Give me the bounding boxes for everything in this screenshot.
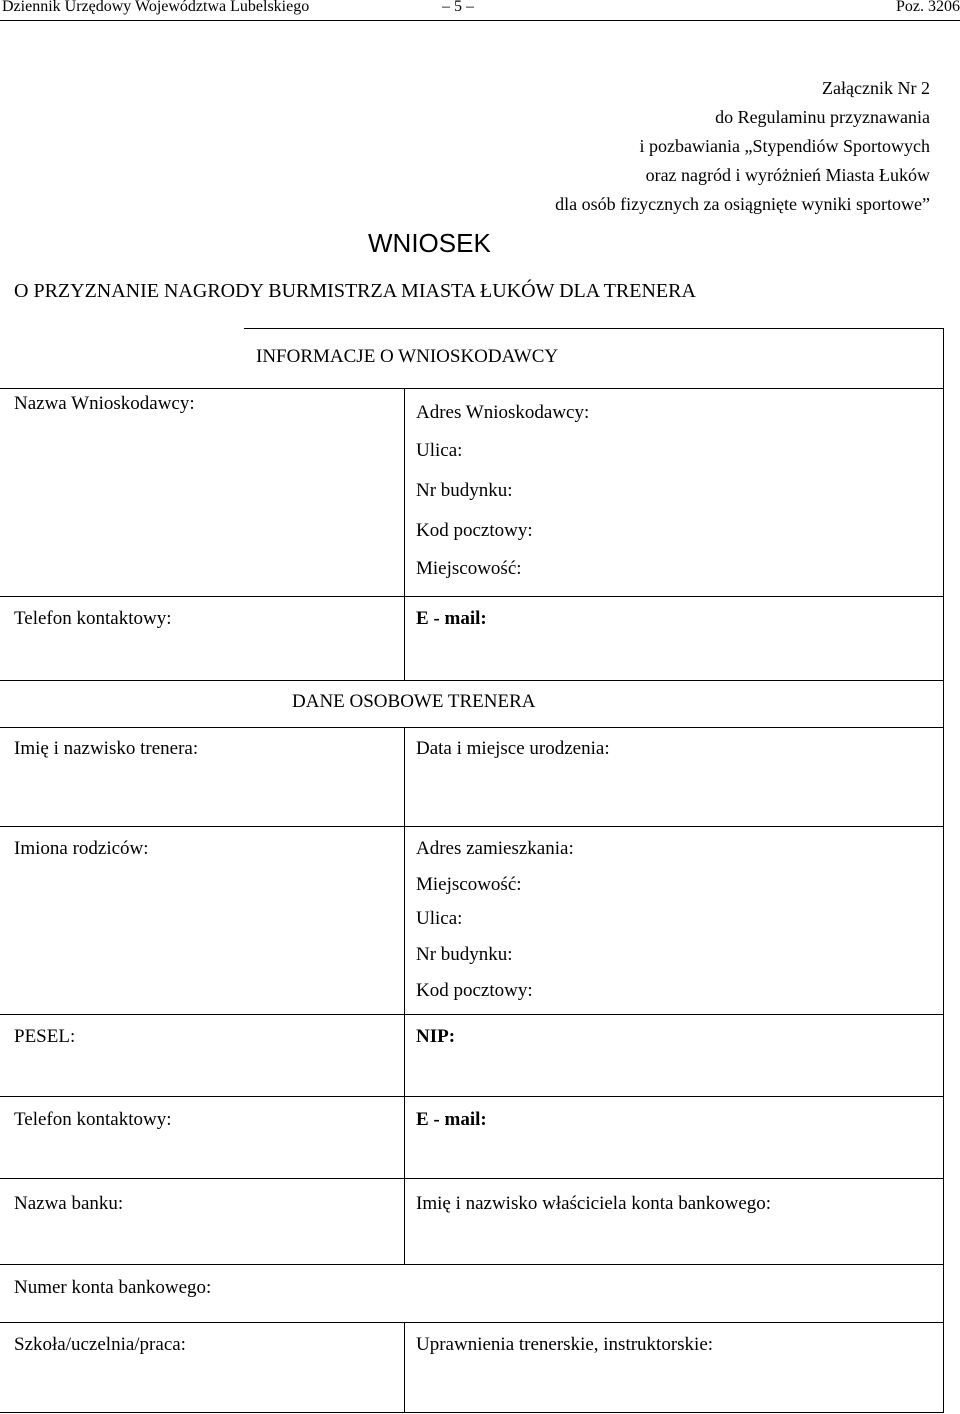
coach-school-field: Szkoła/uczelnia/praca: (14, 1334, 186, 1355)
coach-name-field: Imię i nazwisko trenera: (14, 738, 199, 759)
applicant-phone-field: Telefon kontaktowy: (14, 608, 172, 629)
coach-phone-field: Telefon kontaktowy: (14, 1109, 172, 1130)
position-number: Poz. 3206 (896, 0, 960, 15)
coach-birth-field: Data i miejsce urodzenia: (416, 738, 610, 759)
applicant-name-field: Nazwa Wnioskodawcy: (14, 393, 195, 414)
coach-bank-field: Nazwa banku: (14, 1193, 124, 1214)
annex-line: i pozbawiania „Stypendiów Sportowych (639, 136, 930, 156)
coach-licenses-field: Uprawnienia trenerskie, instruktorskie: (416, 1334, 714, 1355)
coach-nip-field: NIP: (416, 1026, 456, 1047)
coach-building-field: Nr budynku: (416, 944, 513, 965)
coach-street-field: Ulica: (416, 908, 463, 929)
applicant-city-field: Miejscowość: (416, 558, 522, 579)
header-rule (0, 20, 960, 21)
coach-city-field: Miejscowość: (416, 874, 522, 895)
form-subtitle: O PRZYZNANIE NAGRODY BURMISTRZA MIASTA ŁUKÓW DLA TRENERA (14, 280, 696, 302)
coach-postal-field: Kod pocztowy: (416, 980, 533, 1001)
annex-line: oraz nagród i wyróżnień Miasta Łuków (645, 165, 930, 185)
coach-parents-field: Imiona rodziców: (14, 838, 149, 859)
applicant-building-field: Nr budynku: (416, 480, 513, 501)
section-title-coach: DANE OSOBOWE TRENERA (292, 691, 536, 712)
coach-address-label: Adres zamieszkania: (416, 838, 574, 859)
annex-line: Załącznik Nr 2 (822, 78, 930, 98)
annex-line: dla osób fizycznych za osiągnięte wyniki sportowe” (555, 194, 930, 214)
coach-account-owner-field: Imię i nazwisko właściciela konta bankowego: (416, 1193, 772, 1214)
page-number: – 5 – (442, 0, 474, 15)
applicant-street-field: Ulica: (416, 440, 463, 461)
coach-account-number-field: Numer konta bankowego: (14, 1277, 212, 1298)
annex-note (555, 74, 930, 219)
form-title: WNIOSEK (368, 228, 491, 258)
coach-pesel-field: PESEL: (14, 1026, 76, 1047)
section-title-applicant: INFORMACJE O WNIOSKODAWCY (256, 346, 559, 367)
annex-line: do Regulaminu przyznawania (715, 107, 930, 127)
applicant-postal-field: Kod pocztowy: (416, 520, 533, 541)
coach-email-field: E - mail: (416, 1109, 487, 1130)
applicant-address-label: Adres Wnioskodawcy: (416, 402, 590, 423)
applicant-email-field: E - mail: (416, 608, 487, 629)
journal-name: Dziennik Urzędowy Województwa Lubelskiego (2, 0, 310, 15)
